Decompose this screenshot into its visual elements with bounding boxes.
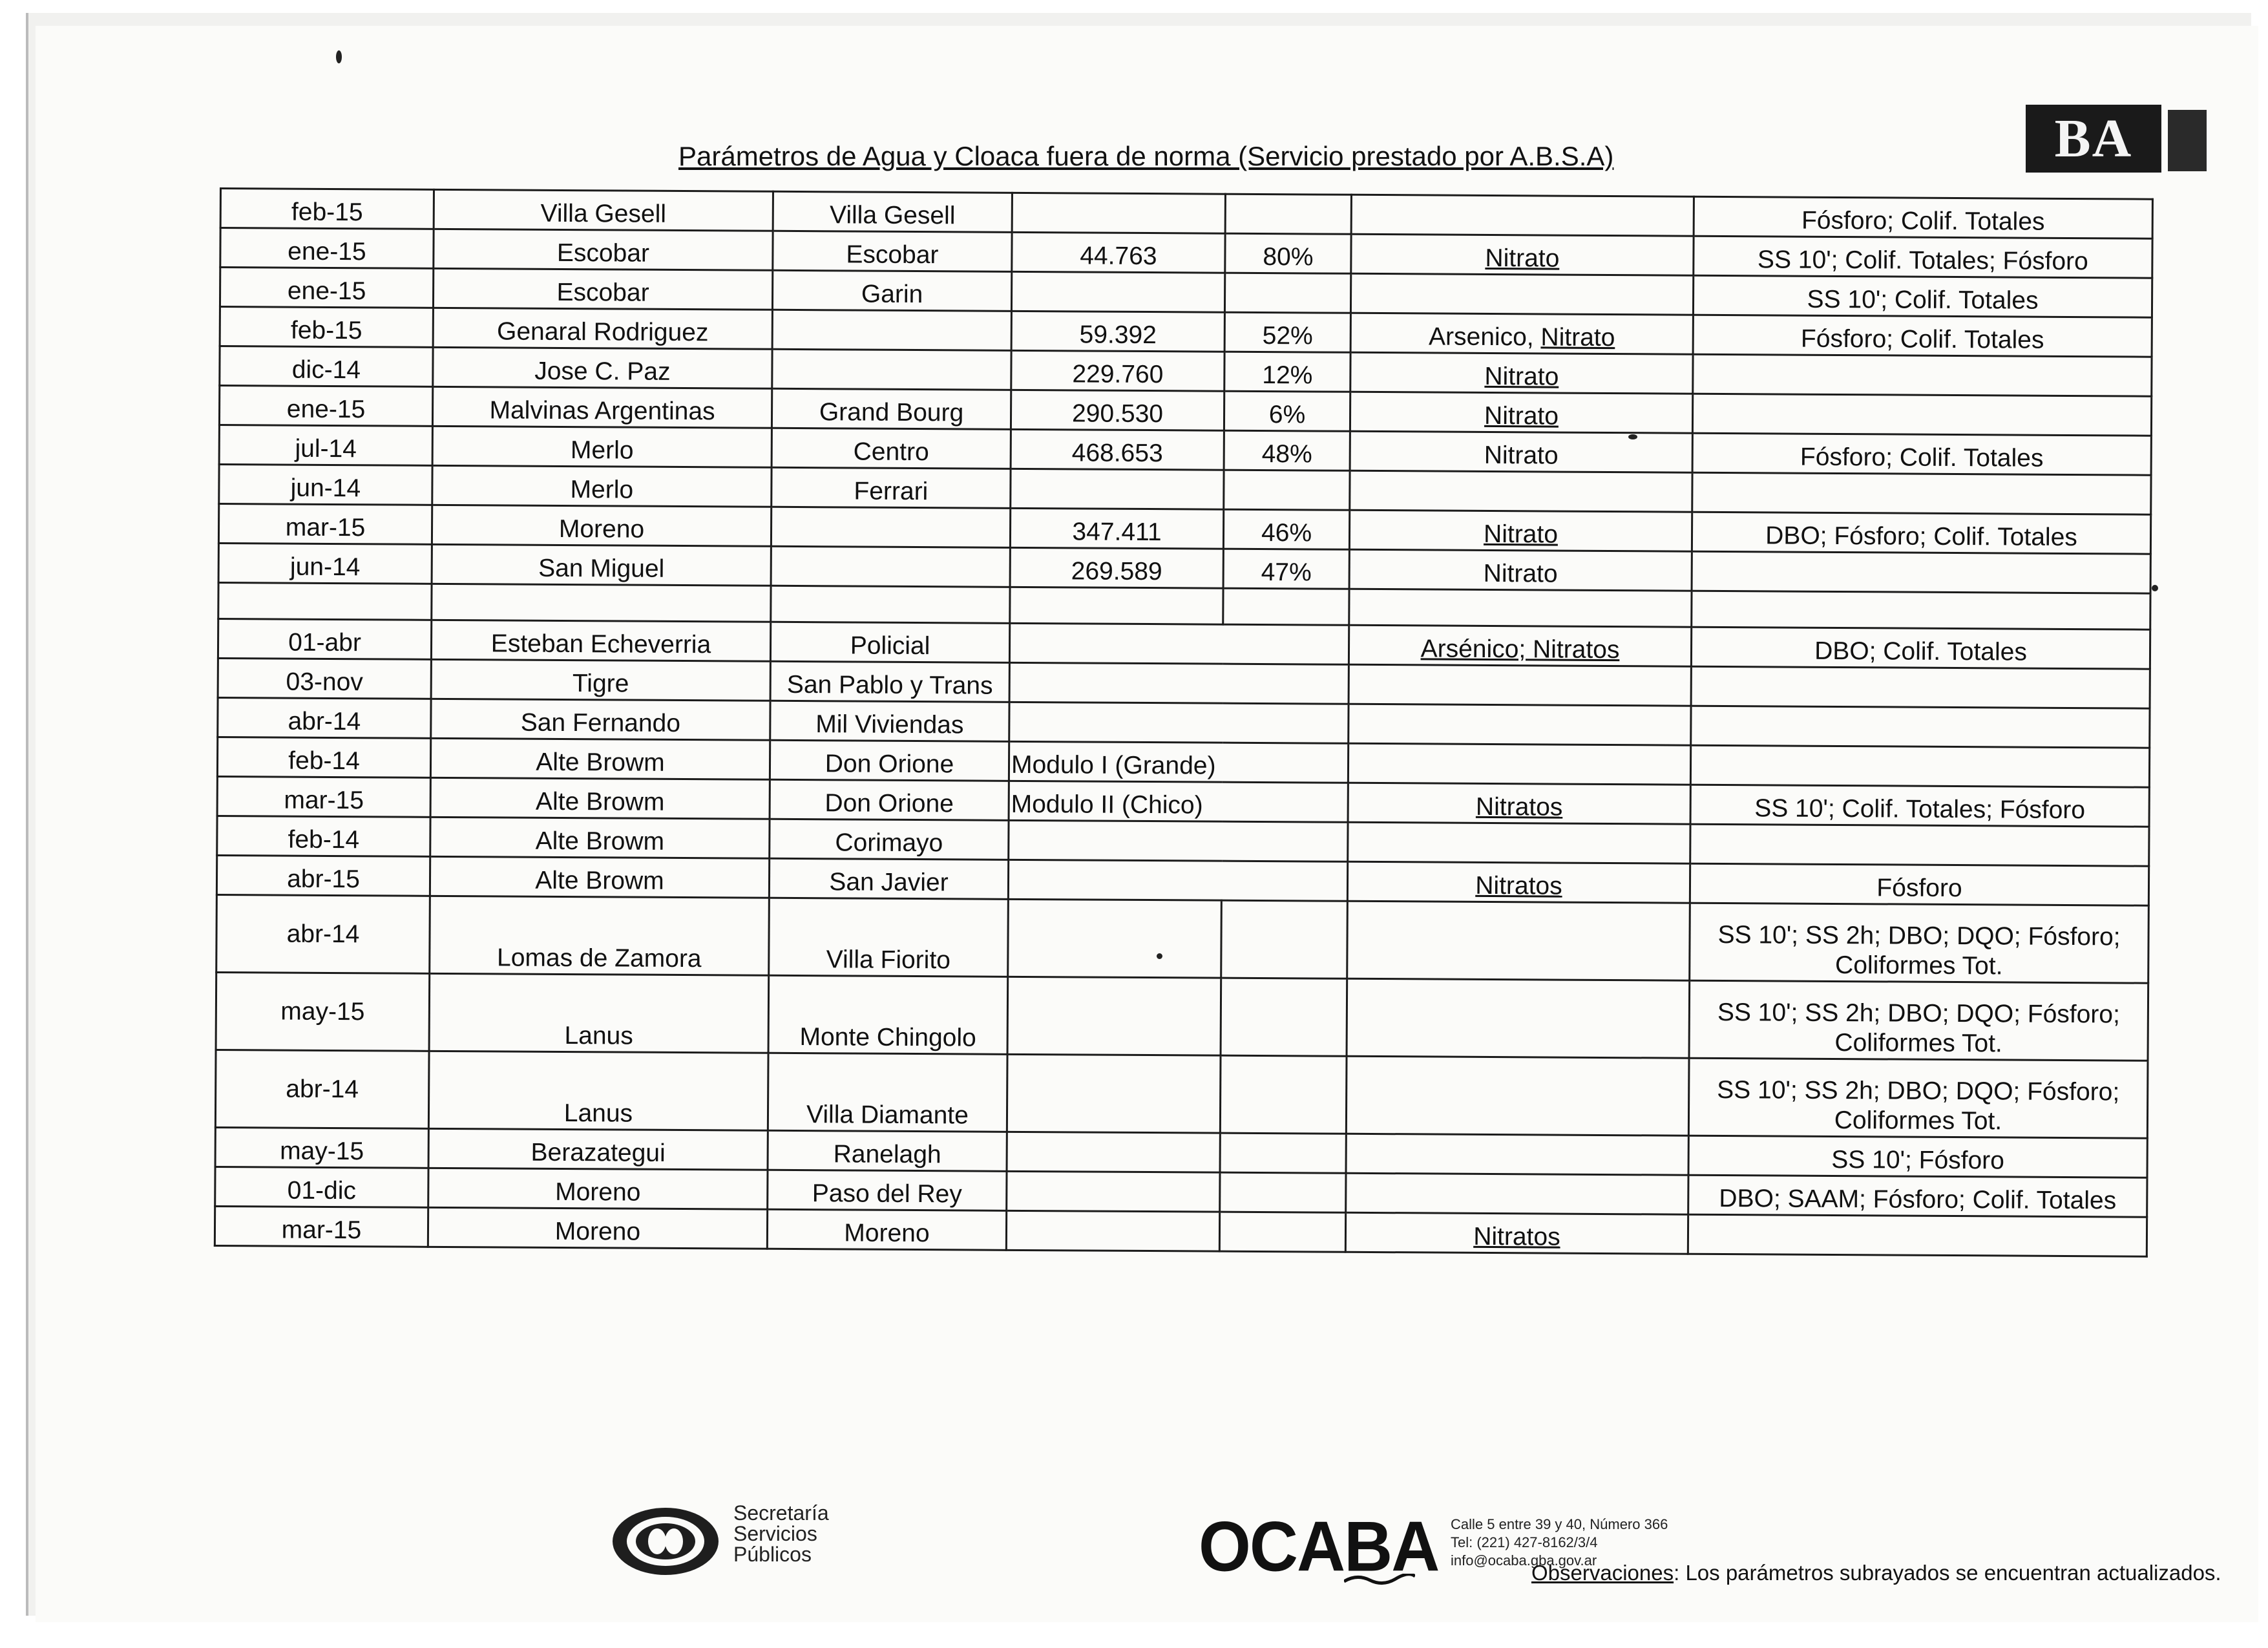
cell-param-cloaca: SS 10'; Fósforo: [1688, 1136, 2147, 1178]
cell-param-cloaca: [1689, 980, 2148, 1061]
cell-localidad: San Javier: [769, 858, 1008, 899]
cell-fecha: abr-14: [215, 1050, 429, 1128]
cell-param-cloaca: [1692, 394, 2151, 436]
cell-param-agua: [1350, 313, 1693, 354]
cell-localidad: Ranelagh: [768, 1130, 1007, 1171]
cell-partido: Genaral Rodriguez: [433, 308, 772, 349]
cell-porcentaje: [1220, 1172, 1346, 1212]
cell-param-cloaca: Fósforo; Colif. Totales: [1693, 315, 2152, 357]
cell-fecha: dic-14: [220, 346, 433, 387]
cell-localidad: Centro: [772, 428, 1011, 469]
cell-param-agua-text: Nitratos: [1475, 792, 1563, 821]
cell-localidad: Corimayo: [770, 819, 1009, 860]
cell-param-agua-text: Nitrato: [1483, 520, 1559, 549]
cell-partido: Esteban Echeverria: [431, 620, 770, 661]
cell-param-cloaca: DBO; Fósforo; Colif. Totales: [1692, 512, 2150, 554]
cell-porcentaje: 12%: [1224, 352, 1350, 392]
cell-partido: Lanus: [428, 1051, 768, 1130]
cell-param-cloaca: [1693, 354, 2152, 396]
cell-param-cloaca: DBO; SAAM; Fósforo; Colif. Totales: [1688, 1175, 2147, 1217]
cell-param-cloaca: SS 10'; Colif. Totales; Fósforo: [1690, 785, 2149, 827]
secretaria-line-1: Secretaría: [733, 1501, 829, 1525]
cell-partido: Alte Browm: [430, 738, 770, 779]
cell-param-cloaca: [1690, 824, 2149, 866]
cell-partido: Alte Browm: [430, 817, 770, 858]
cell-porcentaje: [1219, 1212, 1345, 1252]
cell-partido: Tigre: [431, 659, 770, 701]
scan-speck: [1157, 953, 1162, 959]
cloaca-line-2: Coliformes Tot.: [1834, 1106, 2002, 1136]
cell-modulo: Modulo II (Chico): [1009, 781, 1348, 822]
cell-param-agua: [1349, 664, 1691, 706]
cell-localidad: Villa Fiorito: [769, 898, 1009, 977]
cell-poblacion: 347.411: [1010, 508, 1223, 549]
cell-param-cloaca: [1692, 551, 2150, 593]
cell-porcentaje: 80%: [1225, 233, 1351, 273]
table-row: [216, 972, 2148, 1061]
cell-poblacion: [1007, 977, 1221, 1055]
cell-fecha: ene-15: [219, 386, 432, 427]
cell-partido: Escobar: [434, 229, 773, 270]
cell-param-agua: Nitrato: [1350, 431, 1692, 472]
cell-empty: [218, 582, 432, 620]
cell-param-cloaca: Fósforo; Colif. Totales: [1694, 196, 2152, 238]
cell-param-agua-text: Arsénico; Nitratos: [1420, 635, 1620, 664]
cell-param-agua-text: Nitrato: [1484, 362, 1559, 391]
cell-poblacion: 59.392: [1011, 311, 1224, 352]
cell-fecha: 01-dic: [215, 1167, 428, 1207]
cell-localidad: Villa Gesell: [773, 191, 1012, 232]
cell-porcentaje: 46%: [1223, 509, 1349, 549]
cell-param-agua: [1350, 352, 1693, 394]
cell-fecha: abr-14: [216, 894, 430, 973]
cell-partido: Alte Browm: [430, 856, 769, 898]
cell-partido: Alte Browm: [430, 777, 770, 819]
cell-fecha: feb-14: [217, 737, 430, 777]
scan-speck: [1628, 434, 1637, 439]
cloaca-line-1: SS 10'; SS 2h; DBO; DQO; Fósforo;: [1717, 998, 2121, 1029]
cell-param-agua: [1347, 861, 1690, 903]
cell-partido: Escobar: [433, 268, 772, 310]
ocaba-wave-icon: [1344, 1574, 1415, 1585]
cell-param-cloaca: Fósforo; Colif. Totales: [1692, 433, 2151, 475]
table-row: [216, 894, 2149, 983]
cell-param-agua: [1351, 195, 1694, 236]
observations-text: : Los parámetros subrayados se encuentran actualizados.: [1674, 1561, 2221, 1585]
cell-localidad: Policial: [770, 622, 1009, 662]
cell-porcentaje: 52%: [1224, 312, 1350, 352]
cell-poblacion: [1007, 1132, 1220, 1172]
cell-localidad: [772, 310, 1011, 350]
cell-param-agua: [1350, 470, 1692, 512]
scan-speck: [2152, 585, 2158, 591]
cell-param-agua: [1348, 783, 1690, 824]
cell-localidad: [772, 349, 1011, 390]
cell-localidad: Monte Chingolo: [768, 975, 1008, 1054]
cell-poblacion: 44.763: [1012, 232, 1225, 273]
cell-param-agua: [1350, 392, 1692, 433]
cell-empty: [1223, 588, 1349, 625]
cell-param-cloaca: SS 10'; Colif. Totales; Fósforo: [1694, 236, 2152, 278]
cell-empty: [1349, 589, 1692, 627]
cell-param-agua: [1348, 822, 1690, 863]
cell-localidad: Ferrari: [772, 467, 1011, 508]
cell-fecha: 01-abr: [218, 618, 431, 659]
cell-fecha: ene-15: [220, 268, 433, 308]
cell-localidad: Mil Viviendas: [770, 701, 1009, 741]
cell-param-agua: [1345, 1212, 1688, 1254]
cell-porcentaje: [1224, 470, 1350, 510]
cell-param-agua: Nitrato: [1349, 549, 1692, 591]
cell-partido: Malvinas Argentinas: [432, 386, 772, 428]
cell-poblacion: [1012, 193, 1225, 233]
cell-poblacion: 290.530: [1011, 390, 1224, 430]
cell-modulo: [1008, 860, 1347, 901]
cell-fecha: ene-15: [220, 228, 434, 269]
cloaca-line-2: Coliformes Tot.: [1835, 951, 2003, 980]
cell-partido: San Miguel: [432, 544, 771, 586]
cell-poblacion: [1011, 469, 1224, 509]
cell-fecha: feb-15: [220, 307, 433, 348]
cell-partido: Merlo: [432, 426, 772, 467]
cell-param-agua: [1350, 273, 1693, 315]
cell-fecha: may-15: [216, 972, 430, 1051]
observations-label: Observaciones: [1531, 1561, 1674, 1585]
cell-porcentaje: [1225, 194, 1351, 234]
cell-param-cloaca: Fósforo: [1690, 863, 2148, 905]
cell-fecha: abr-14: [218, 697, 431, 738]
cloaca-line-1: SS 10'; SS 2h; DBO; DQO; Fósforo;: [1717, 920, 2121, 951]
cloaca-line-2: Coliformes Tot.: [1834, 1028, 2002, 1058]
cell-partido: Villa Gesell: [434, 189, 773, 231]
address-line-3: info@ocaba.gba.gov.ar: [1451, 1552, 1597, 1569]
cell-porcentaje: [1220, 1055, 1347, 1134]
cell-modulo: [1009, 662, 1349, 704]
cell-fecha: 03-nov: [218, 658, 431, 699]
cell-param-cloaca: [1690, 903, 2149, 983]
cell-param-cloaca: [1690, 745, 2149, 787]
cell-empty: [1010, 587, 1223, 624]
secretaria-logo-icon: [611, 1506, 720, 1577]
cell-porcentaje: 6%: [1224, 391, 1350, 431]
cell-poblacion: 468.653: [1011, 429, 1224, 470]
cell-param-agua-text: Nitratos: [1475, 871, 1562, 900]
cell-localidad: Paso del Rey: [768, 1170, 1007, 1210]
cell-param-agua: [1347, 901, 1690, 980]
cell-localidad: Don Orione: [770, 779, 1009, 820]
cell-porcentaje: [1221, 978, 1347, 1056]
cell-modulo: Modulo I (Grande): [1009, 741, 1348, 783]
cell-partido: Berazategui: [428, 1128, 768, 1170]
cell-fecha: feb-15: [220, 189, 434, 229]
cell-localidad: Garin: [772, 270, 1011, 311]
cell-fecha: mar-15: [218, 504, 432, 545]
secretaria-line-3: Públicos: [733, 1543, 812, 1566]
cell-fecha: mar-15: [217, 776, 430, 817]
cell-empty: [432, 584, 771, 622]
cell-poblacion: 269.589: [1010, 547, 1223, 588]
cell-partido: Moreno: [432, 505, 771, 546]
cell-param-cloaca: [1692, 472, 2151, 514]
cell-porcentaje: [1224, 273, 1350, 313]
ba-logo: BA: [2026, 105, 2161, 173]
cell-porcentaje: [1220, 1133, 1346, 1173]
cell-partido: Lomas de Zamora: [430, 896, 770, 975]
cell-param-agua-text: Nitrato: [1484, 401, 1559, 430]
cell-param-agua-text: Nitrato: [1485, 244, 1560, 273]
page-title: Parámetros de Agua y Cloaca fuera de norma (Servicio prestado por A.B.S.A): [678, 141, 1614, 171]
cell-localidad: Escobar: [773, 231, 1012, 271]
cell-empty: [771, 586, 1010, 623]
cell-param-agua-text: Nitratos: [1473, 1222, 1560, 1251]
cell-fecha: jul-14: [219, 425, 432, 466]
cell-fecha: jun-14: [218, 543, 432, 584]
cell-porcentaje: [1221, 900, 1348, 978]
cell-localidad: [771, 546, 1010, 587]
cell-param-cloaca: [1691, 706, 2150, 748]
address-line-2: Tel: (221) 427-8162/3/4: [1451, 1534, 1598, 1550]
cell-param-agua: [1349, 625, 1691, 666]
cloaca-line-1: SS 10'; SS 2h; DBO; DQO; Fósforo;: [1717, 1075, 2120, 1106]
cell-param-cloaca: [1688, 1058, 2148, 1138]
cell-param-agua: [1349, 510, 1692, 551]
cell-fecha: mar-15: [215, 1206, 428, 1247]
cell-modulo: [1009, 820, 1348, 861]
cell-poblacion: [1011, 271, 1224, 312]
cell-partido: Jose C. Paz: [433, 347, 772, 388]
cell-fecha: may-15: [215, 1127, 428, 1168]
ocaba-logo: OCABA: [1199, 1508, 1439, 1587]
table-row: [215, 1050, 2148, 1138]
cell-partido: San Fernando: [431, 699, 770, 740]
cell-fecha: abr-15: [216, 855, 430, 896]
cell-param-agua: [1346, 1134, 1688, 1175]
secretaria-line-2: Servicios: [733, 1522, 817, 1545]
cell-porcentaje: 47%: [1223, 549, 1349, 589]
cell-param-cloaca: DBO; Colif. Totales: [1691, 627, 2150, 669]
cell-localidad: [771, 507, 1010, 547]
cell-partido: Lanus: [429, 973, 769, 1053]
cell-param-agua: [1349, 704, 1691, 745]
cell-poblacion: [1006, 1210, 1219, 1251]
address-line-1: Calle 5 entre 39 y 40, Número 366: [1451, 1516, 1668, 1532]
cell-localidad: Moreno: [767, 1209, 1006, 1250]
cell-localidad: San Pablo y Trans: [770, 661, 1009, 702]
cell-modulo: [1009, 702, 1349, 743]
cell-partido: Moreno: [428, 1168, 768, 1209]
cell-fecha: feb-14: [217, 816, 430, 856]
cell-poblacion: [1007, 1171, 1220, 1212]
cell-param-cloaca: SS 10'; Colif. Totales: [1693, 275, 2152, 317]
cell-partido: Moreno: [428, 1207, 767, 1249]
cell-localidad: Villa Diamante: [768, 1053, 1007, 1132]
cell-param-agua: [1348, 743, 1690, 785]
cell-param-agua: [1346, 1056, 1689, 1136]
cell-modulo: [1009, 623, 1349, 664]
cell-param-cloaca: [1688, 1214, 2147, 1256]
cell-porcentaje: 48%: [1224, 430, 1350, 470]
secretaria-text: [733, 1503, 829, 1565]
cell-poblacion: [1008, 899, 1222, 978]
ba-logo-edge: [2168, 110, 2207, 171]
cell-empty: [1692, 591, 2150, 629]
cell-fecha: jun-14: [219, 465, 432, 505]
cell-param-agua: [1347, 978, 1690, 1058]
cell-param-agua-pre: Arsenico,: [1428, 322, 1541, 352]
cell-param-agua: [1346, 1173, 1688, 1214]
parameters-table: [214, 187, 2154, 1258]
observations-note: [1531, 1561, 2221, 1585]
scan-speck: [336, 50, 342, 63]
cell-localidad: Grand Bourg: [772, 388, 1011, 429]
cell-partido: Merlo: [432, 465, 772, 507]
cell-param-agua: [1351, 234, 1694, 275]
cell-param-agua-underlined: Nitrato: [1540, 323, 1615, 352]
cell-poblacion: [1007, 1054, 1221, 1133]
cell-localidad: Don Orione: [770, 740, 1009, 781]
cell-param-cloaca: [1691, 666, 2150, 708]
cell-poblacion: 229.760: [1011, 350, 1224, 391]
